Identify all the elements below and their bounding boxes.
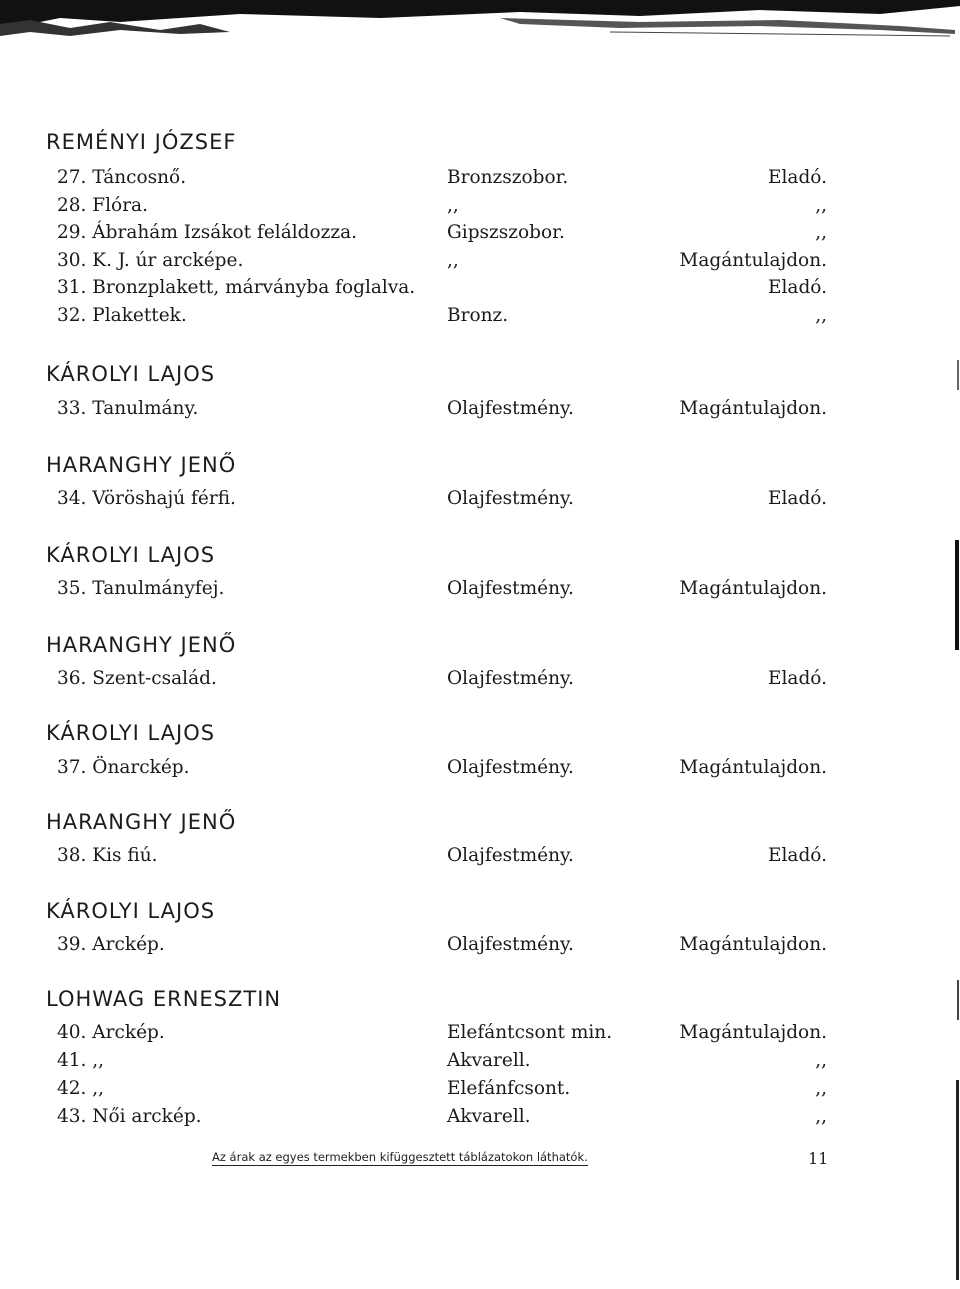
catalog-entry	[0, 277, 960, 303]
artist-heading: LOHWAG ERNESZTIN	[46, 987, 282, 1011]
entry-title: 35. Tanulmányfej.	[57, 578, 225, 599]
artist-heading: KÁROLYI LAJOS	[46, 899, 216, 923]
entry-status: Magántulajdon.	[679, 398, 827, 419]
entry-status: ,,	[815, 305, 827, 326]
entry-status: Eladó.	[768, 167, 827, 188]
artist-heading: REMÉNYI JÓZSEF	[46, 130, 237, 154]
entry-medium: Bronz.	[447, 305, 509, 326]
catalog-entry	[0, 488, 960, 514]
catalog-entry	[0, 195, 960, 221]
entry-medium: Gipszszobor.	[447, 222, 565, 243]
entry-title: 38. Kis fiú.	[57, 845, 158, 866]
entry-title: 33. Tanulmány.	[57, 398, 199, 419]
catalog-entry	[0, 668, 960, 694]
catalog-entry	[0, 1050, 960, 1076]
entry-status: Eladó.	[768, 845, 827, 866]
entry-title: 42. ,,	[57, 1078, 105, 1099]
entry-title: 27. Táncosnő.	[57, 167, 187, 188]
entry-status: ,,	[815, 1106, 827, 1127]
entry-status: Eladó.	[768, 488, 827, 509]
entry-status: Magántulajdon.	[679, 578, 827, 599]
entry-medium: Olajfestmény.	[447, 488, 574, 509]
entry-medium: Akvarell.	[447, 1050, 531, 1071]
entry-status: Magántulajdon.	[679, 250, 827, 271]
entry-title: 36. Szent-család.	[57, 668, 217, 689]
catalog-entry	[0, 250, 960, 276]
artist-heading: HARANGHY JENŐ	[46, 453, 237, 477]
catalog-entry	[0, 398, 960, 424]
entry-title: 32. Plakettek.	[57, 305, 187, 326]
entry-status: ,,	[815, 222, 827, 243]
entry-medium: Olajfestmény.	[447, 757, 574, 778]
catalog-entry	[0, 222, 960, 248]
entry-medium: Bronzszobor.	[447, 167, 569, 188]
catalog-entry	[0, 757, 960, 783]
entry-status: Magántulajdon.	[679, 1022, 827, 1043]
catalog-entry	[0, 305, 960, 331]
artist-heading: KÁROLYI LAJOS	[46, 362, 216, 386]
catalog-entry	[0, 1078, 960, 1104]
entry-status: Eladó.	[768, 668, 827, 689]
entry-title: 31. Bronzplakett, márványba foglalva.	[57, 277, 416, 298]
entry-title: 29. Ábrahám Izsákot feláldozza.	[57, 222, 358, 243]
entry-status: Eladó.	[768, 277, 827, 298]
entry-medium: Olajfestmény.	[447, 578, 574, 599]
entry-status: ,,	[815, 1050, 827, 1071]
entry-title: 37. Önarckép.	[57, 757, 190, 778]
catalog-entry	[0, 578, 960, 604]
entry-medium: Olajfestmény.	[447, 845, 574, 866]
entry-medium: Elefántcsont min.	[447, 1022, 613, 1043]
entry-medium: Elefánfcsont.	[447, 1078, 571, 1099]
catalog-entry	[0, 1106, 960, 1132]
entry-title: 34. Vöröshajú férfi.	[57, 488, 236, 509]
entry-status: ,,	[815, 1078, 827, 1099]
entry-status: Magántulajdon.	[679, 934, 827, 955]
entry-title: 41. ,,	[57, 1050, 105, 1071]
artist-heading: KÁROLYI LAJOS	[46, 721, 216, 745]
entry-medium: ,,	[447, 195, 459, 216]
entry-medium: Akvarell.	[447, 1106, 531, 1127]
entry-title: 39. Arckép.	[57, 934, 165, 955]
catalog-entry	[0, 1022, 960, 1048]
entry-status: ,,	[815, 195, 827, 216]
catalog-entry	[0, 845, 960, 871]
catalog-entry	[0, 934, 960, 960]
entry-title: 43. Női arckép.	[57, 1106, 202, 1127]
artist-heading: KÁROLYI LAJOS	[46, 543, 216, 567]
entry-title: 40. Arckép.	[57, 1022, 165, 1043]
page-number: 11	[808, 1149, 829, 1168]
entry-medium: ,,	[447, 250, 459, 271]
entry-medium: Olajfestmény.	[447, 668, 574, 689]
artist-heading: HARANGHY JENŐ	[46, 810, 237, 834]
artist-heading: HARANGHY JENŐ	[46, 633, 237, 657]
entry-title: 28. Flóra.	[57, 195, 148, 216]
catalog-entry	[0, 167, 960, 193]
entry-medium: Olajfestmény.	[447, 934, 574, 955]
price-footnote: Az árak az egyes termekben kifüggesztett táblázatokon láthatók.	[212, 1150, 588, 1164]
entry-title: 30. K. J. úr arcképe.	[57, 250, 244, 271]
entry-medium: Olajfestmény.	[447, 398, 574, 419]
entry-status: Magántulajdon.	[679, 757, 827, 778]
